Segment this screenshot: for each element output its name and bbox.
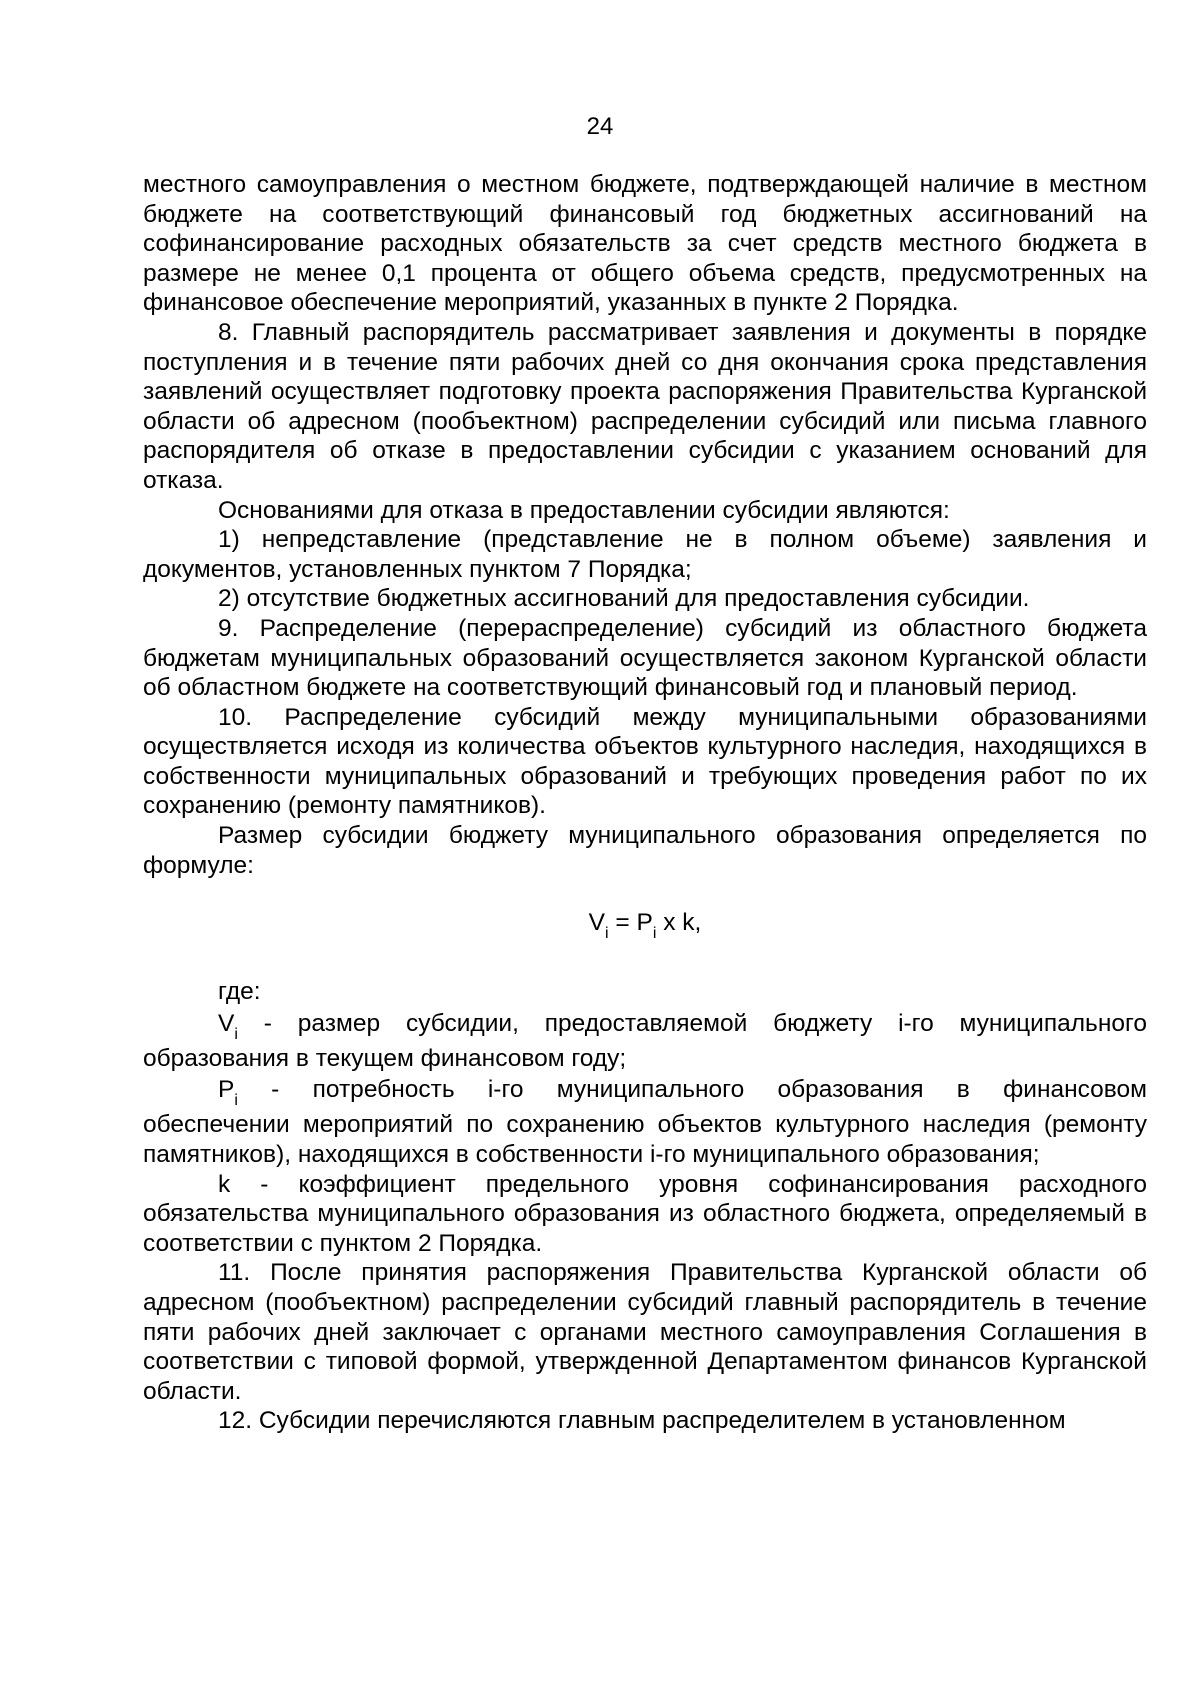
definition-k: k - коэффициент предельного уровня софинансирования расходного обязательства муниципального образования из областного бюджета, определяемый в соответствии с пунктом 2 Порядка. bbox=[143, 1170, 1147, 1257]
paragraph-ground-1: 1) непредставление (представление не в полном объеме) заявления и документов, установленных пунктом 7 Порядка; bbox=[143, 526, 1147, 583]
formula-rest: x k, bbox=[656, 909, 702, 937]
definition-pi-subscript: i bbox=[234, 1092, 238, 1110]
paragraph-9: 9. Распределение (перераспределение) субсидий из областного бюджета бюджетам муниципальных образований осуществляется законом Курганской области об областном бюджете на соответствующий финансовый год и плановый период. bbox=[143, 614, 1147, 702]
definition-vi-text: - размер субсидии, предоставляемой бюджету i-го муниципального bbox=[237, 1009, 1147, 1037]
paragraph-8: 8. Главный распорядитель рассматривает заявления и документы в порядке поступления и в течение пяти рабочих дней со дня окончания срока представления заявлений осуществляет подготовку проекта распоряжения Правительства Курганской области об адресном (пообъектном) распределении субсидий или письма главного распорядителя об отказе в предоставлении субсидии с указанием оснований для отказа. bbox=[143, 318, 1147, 494]
definition-pi-continuation: обеспечении мероприятий по сохранению объектов культурного наследия (ремонту памятников), находящихся в собственности i-го муниципального образования; bbox=[143, 1111, 1147, 1169]
definition-vi-continuation: образования в текущем финансовом году; bbox=[143, 1044, 627, 1072]
definition-vi-symbol: V bbox=[218, 1009, 235, 1037]
paragraph-where: где: bbox=[218, 978, 261, 1006]
page-number: 24 bbox=[586, 113, 614, 140]
paragraph-10: 10. Распределение субсидий между муниципальными образованиями осуществляется исходя из количества объектов культурного наследия, находящихся в собственности муниципальных образований и требующих проведения работ по их сохранению (ремонту памятников). bbox=[143, 703, 1147, 820]
paragraph-subsidy-size: Размер субсидии бюджету муниципального образования определяется по формуле: bbox=[143, 822, 1147, 879]
formula-equals: = bbox=[608, 909, 637, 937]
paragraph-continued: местного самоуправления о местном бюджете, подтверждающей наличие в местном бюджете на соответствующий финансовый год бюджетных ассигнований на софинансирование расходных обязательств за счет средств местного бюджета в размере не менее 0,1 процента от общего объема средств, предусмотренных на финансовое обеспечение мероприятий, указанных в пункте 2 Порядка. bbox=[143, 171, 1147, 317]
definition-pi-line bbox=[143, 1073, 1147, 1110]
definition-pi-symbol: P bbox=[218, 1076, 235, 1104]
formula-p: P bbox=[636, 909, 653, 937]
paragraph-grounds-heading: Основаниями для отказа в предоставлении субсидии являются: bbox=[218, 496, 950, 524]
formula-v-subscript: i bbox=[605, 925, 609, 943]
paragraph-11: 11. После принятия распоряжения Правительства Курганской области об адресном (пообъектном) распределении субсидий главный распорядитель в течение пяти рабочих дней заключает с органами местного самоуправления Соглашения в соответствии с типовой формой, утвержденной Департаментом финансов Курганской области. bbox=[143, 1259, 1147, 1405]
definition-vi-line bbox=[143, 1007, 1147, 1044]
definition-pi-text: - потребность i-го муниципального образования в финансовом bbox=[237, 1076, 1147, 1104]
subsidy-formula bbox=[143, 908, 1147, 941]
document-body bbox=[143, 170, 1147, 1436]
formula-p-subscript: i bbox=[652, 925, 657, 943]
definition-vi-subscript: i bbox=[234, 1025, 238, 1043]
formula-v: V bbox=[588, 909, 606, 937]
paragraph-12: 12. Субсидии перечисляются главным распределителем в установленном bbox=[218, 1407, 1066, 1435]
paragraph-ground-2: 2) отсутствие бюджетных ассигнований для предоставления субсидии. bbox=[218, 585, 1030, 613]
